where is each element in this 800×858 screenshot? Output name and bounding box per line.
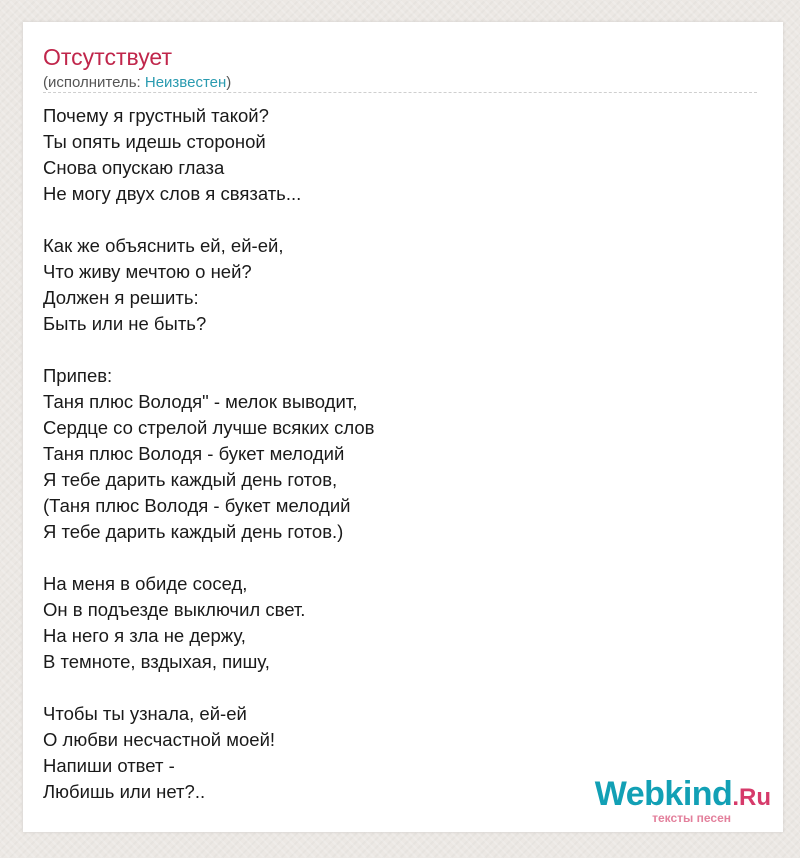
- lyric-line: О любви несчастной моей!: [43, 729, 276, 750]
- lyric-line: Как же объяснить ей, ей-ей,: [43, 235, 284, 256]
- stanza-break: [43, 337, 375, 363]
- stanza-break: [43, 545, 375, 571]
- artist-link[interactable]: Неизвестен: [144, 74, 227, 91]
- stanza-break: [43, 207, 375, 233]
- lyrics-card: [23, 22, 783, 832]
- lyric-line: Я тебе дарить каждый день готов,: [43, 469, 338, 490]
- lyric-line: (Таня плюс Володя - букет мелодий: [43, 495, 351, 516]
- lyric-line: На меня в обиде сосед,: [43, 573, 248, 594]
- logo-tagline: тексты песен: [652, 811, 731, 825]
- artist-suffix: ): [226, 74, 232, 91]
- lyric-line: В темноте, вздыхая, пишу,: [43, 651, 270, 672]
- webkind-logo[interactable]: [571, 774, 771, 824]
- logo-name: Webkind: [594, 775, 733, 813]
- lyric-line: Напиши ответ -: [43, 755, 175, 776]
- lyric-line: Снова опускаю глаза: [43, 157, 225, 178]
- artist-prefix: (исполнитель:: [43, 74, 145, 91]
- lyric-line: Я тебе дарить каждый день готов.): [43, 521, 344, 542]
- lyric-line: Чтобы ты узнала, ей-ей: [43, 703, 247, 724]
- lyric-line: Ты опять идешь стороной: [43, 131, 266, 152]
- lyric-line: Таня плюс Володя" - мелок выводит,: [43, 391, 358, 412]
- lyric-line: Он в подъезде выключил свет.: [43, 599, 306, 620]
- lyric-line: Должен я решить:: [43, 287, 199, 308]
- lyric-line: Почему я грустный такой?: [43, 105, 269, 126]
- lyric-line: Что живу мечтою о ней?: [43, 261, 252, 282]
- lyrics-text: [43, 103, 375, 805]
- dashed-divider: [43, 92, 757, 93]
- stanza-break: [43, 675, 375, 701]
- lyric-line: Любишь или нет?..: [43, 781, 206, 802]
- lyric-line: Припев:: [43, 365, 113, 386]
- lyric-line: Таня плюс Володя - букет мелодий: [43, 443, 345, 464]
- lyric-line: Быть или не быть?: [43, 313, 207, 334]
- artist-line: [43, 74, 231, 92]
- song-title: Отсутствует: [43, 44, 172, 70]
- lyric-line: На него я зла не держу,: [43, 625, 246, 646]
- lyric-line: Сердце со стрелой лучше всяких слов: [43, 417, 375, 438]
- lyric-line: Не могу двух слов я связать...: [43, 183, 302, 204]
- logo-tld: .Ru: [732, 784, 771, 811]
